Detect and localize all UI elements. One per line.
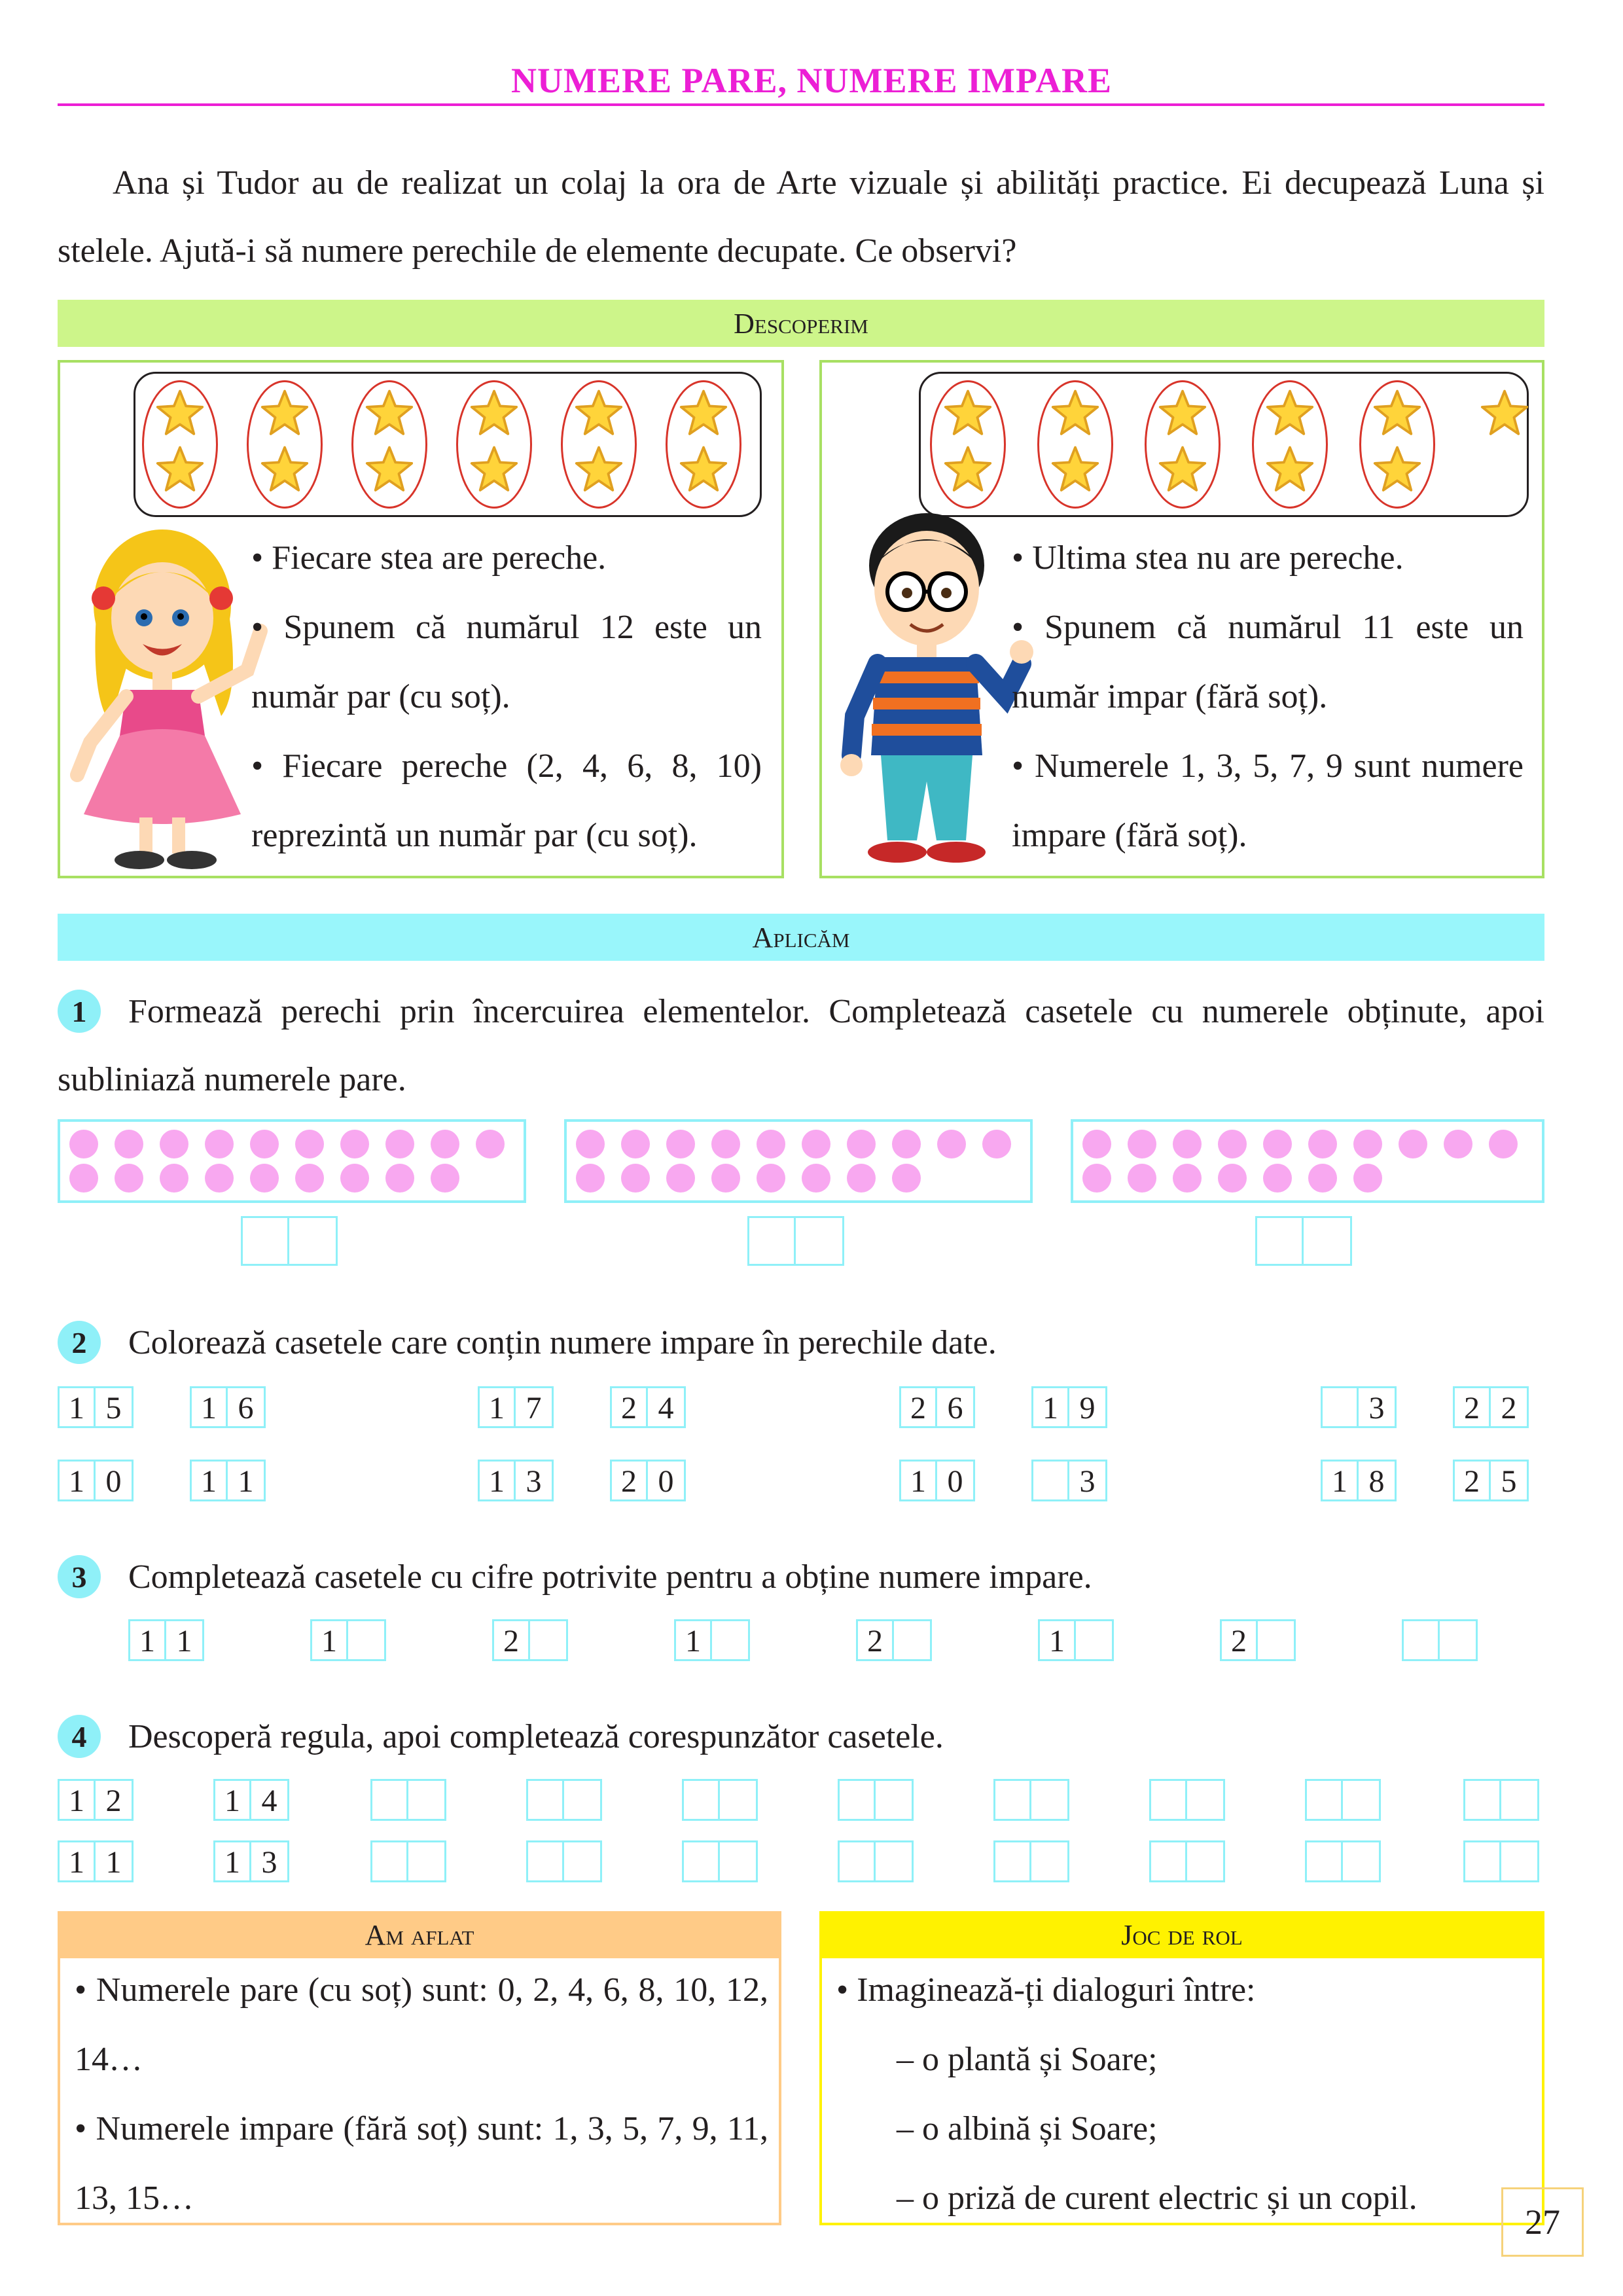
digit-cell[interactable]: 4	[251, 1779, 289, 1821]
digit-cell[interactable]	[1343, 1840, 1381, 1882]
discover-header: Descoperim	[58, 300, 1544, 347]
answer-cells-2[interactable]	[747, 1216, 844, 1266]
dot[interactable]	[431, 1164, 459, 1193]
digit-cell[interactable]	[1321, 1386, 1359, 1428]
answer-cell[interactable]	[747, 1216, 796, 1266]
discover-left-panel	[58, 360, 784, 878]
digit-cell[interactable]: 1	[478, 1460, 516, 1501]
digit-cell[interactable]: 4	[648, 1386, 686, 1428]
roleplay-line-2: – o plantă și Soare;	[897, 2041, 1158, 2078]
digit-cell[interactable]	[526, 1840, 564, 1882]
exercise-1-badge: 1	[58, 990, 101, 1033]
star-icon	[155, 444, 205, 494]
ex2-pair[interactable]	[1031, 1460, 1107, 1501]
star-icon	[943, 444, 993, 494]
star-icon	[1265, 388, 1315, 438]
digit-cell[interactable]	[1463, 1779, 1501, 1821]
ex3-pair[interactable]	[310, 1619, 386, 1661]
digit-cell[interactable]	[1149, 1840, 1187, 1882]
dot[interactable]	[666, 1164, 695, 1193]
exercise-3-badge: 3	[58, 1555, 101, 1598]
digit-cell[interactable]: 0	[937, 1460, 975, 1501]
answer-cell[interactable]	[241, 1216, 289, 1266]
digit-cell[interactable]	[1258, 1619, 1296, 1661]
star-icon	[1050, 444, 1100, 494]
digit-cell[interactable]: 2	[610, 1386, 648, 1428]
ex2-pair[interactable]	[1321, 1386, 1397, 1428]
digit-cell[interactable]	[370, 1840, 408, 1882]
answer-cell[interactable]	[289, 1216, 338, 1266]
discover-right-line-2: • Spunem că numărul 11 este un număr impar (fără soț).	[1012, 609, 1524, 715]
ex2-pair[interactable]	[478, 1386, 554, 1428]
roleplay-line-1: • Imaginează-ți dialoguri între:	[836, 1971, 1256, 2009]
digit-cell[interactable]: 1	[478, 1386, 516, 1428]
dots-box-3[interactable]	[1071, 1119, 1544, 1203]
digit-cell[interactable]	[408, 1840, 446, 1882]
dot[interactable]	[1308, 1130, 1337, 1158]
ex2-pair[interactable]	[1453, 1386, 1529, 1428]
discover-left-text	[251, 524, 762, 870]
star-icon	[1480, 388, 1529, 438]
dot[interactable]	[1082, 1164, 1111, 1193]
dot[interactable]	[295, 1130, 324, 1158]
ex2-pair[interactable]	[58, 1460, 134, 1501]
digit-cell[interactable]: 6	[937, 1386, 975, 1428]
digit-cell[interactable]: 2	[856, 1619, 894, 1661]
digit-cell[interactable]	[1031, 1779, 1069, 1821]
digit-cell[interactable]	[1187, 1840, 1225, 1882]
digit-cell[interactable]	[993, 1779, 1031, 1821]
digit-cell[interactable]: 2	[96, 1779, 134, 1821]
dot[interactable]	[385, 1130, 414, 1158]
digit-cell[interactable]	[1463, 1840, 1501, 1882]
ex4-pair[interactable]	[1463, 1779, 1539, 1821]
star-icon	[469, 388, 519, 438]
star-icon	[574, 388, 624, 438]
ex2-pair[interactable]	[1453, 1460, 1529, 1501]
dot[interactable]	[115, 1130, 143, 1158]
digit-cell[interactable]: 1	[58, 1460, 96, 1501]
digit-cell[interactable]	[408, 1779, 446, 1821]
dot[interactable]	[160, 1164, 188, 1193]
ex4-pair[interactable]	[838, 1779, 914, 1821]
digit-cell[interactable]	[1187, 1779, 1225, 1821]
ex4-pair[interactable]	[1463, 1840, 1539, 1882]
discover-left-line-2: • Spunem că numărul 12 este un număr par (cu soț).	[251, 609, 762, 715]
ex4-pair[interactable]	[682, 1779, 758, 1821]
dot[interactable]	[1263, 1164, 1292, 1193]
digit-cell[interactable]: 2	[899, 1386, 937, 1428]
star-icon	[155, 388, 205, 438]
ex2-pair[interactable]	[1031, 1386, 1107, 1428]
digit-cell[interactable]: 1	[674, 1619, 712, 1661]
discover-right-text	[1012, 524, 1524, 870]
star-icon	[679, 388, 728, 438]
ex4-pair[interactable]	[58, 1840, 134, 1882]
ex4-pair[interactable]	[213, 1779, 289, 1821]
digit-cell[interactable]: 9	[1069, 1386, 1107, 1428]
exercise-4-text: Descoperă regula, apoi completează corespunzător casetele.	[128, 1718, 944, 1755]
digit-cell[interactable]: 1	[1321, 1460, 1359, 1501]
intro-text: Ana și Tudor au de realizat un colaj la ora de Arte vizuale și abilități practice. Ei decupează Luna și stelele. Ajută-i să numere perechile de elemente decupate. Ce observi?	[58, 164, 1544, 270]
digit-cell[interactable]: 7	[516, 1386, 554, 1428]
digit-cell[interactable]: 6	[228, 1386, 266, 1428]
digit-cell[interactable]	[564, 1840, 602, 1882]
exercise-4-badge: 4	[58, 1715, 101, 1758]
digit-cell[interactable]: 3	[1359, 1386, 1397, 1428]
ex4-pair[interactable]	[993, 1840, 1069, 1882]
dot[interactable]	[982, 1130, 1011, 1158]
dot[interactable]	[802, 1164, 830, 1193]
digit-cell[interactable]: 1	[310, 1619, 348, 1661]
answer-cell[interactable]	[1255, 1216, 1304, 1266]
dot[interactable]	[892, 1164, 921, 1193]
dot[interactable]	[576, 1164, 605, 1193]
digit-cell[interactable]: 1	[228, 1460, 266, 1501]
star-icon	[469, 444, 519, 494]
digit-cell[interactable]	[370, 1779, 408, 1821]
ex4-pair[interactable]	[370, 1840, 446, 1882]
dot[interactable]	[250, 1130, 279, 1158]
digit-cell[interactable]: 2	[1453, 1386, 1491, 1428]
digit-cell[interactable]: 2	[610, 1460, 648, 1501]
digit-cell[interactable]	[1031, 1460, 1069, 1501]
dot[interactable]	[711, 1164, 740, 1193]
dot[interactable]	[802, 1130, 830, 1158]
ex4-pair[interactable]	[526, 1779, 602, 1821]
dot[interactable]	[205, 1164, 234, 1193]
digit-cell[interactable]	[1402, 1619, 1440, 1661]
digit-cell[interactable]: 5	[96, 1386, 134, 1428]
ex4-pair[interactable]	[370, 1779, 446, 1821]
dot[interactable]	[1128, 1130, 1156, 1158]
digit-cell[interactable]: 1	[128, 1619, 166, 1661]
ex3-pair[interactable]	[1402, 1619, 1478, 1661]
digit-cell[interactable]: 3	[251, 1840, 289, 1882]
digit-cell[interactable]: 2	[1491, 1386, 1529, 1428]
digit-cell[interactable]	[682, 1779, 720, 1821]
dots-box-1[interactable]	[58, 1119, 526, 1203]
digit-cell[interactable]	[876, 1840, 914, 1882]
dot[interactable]	[250, 1164, 279, 1193]
digit-cell[interactable]	[1440, 1619, 1478, 1661]
digit-cell[interactable]: 3	[516, 1460, 554, 1501]
digit-cell[interactable]	[1501, 1840, 1539, 1882]
star-icon	[1372, 388, 1422, 438]
digit-cell[interactable]	[720, 1840, 758, 1882]
digit-cell[interactable]: 1	[1038, 1619, 1076, 1661]
digit-cell[interactable]	[894, 1619, 932, 1661]
digit-cell[interactable]	[993, 1840, 1031, 1882]
star-icon	[1158, 444, 1207, 494]
digit-cell[interactable]	[564, 1779, 602, 1821]
digit-cell[interactable]: 1	[899, 1460, 937, 1501]
dot[interactable]	[1263, 1130, 1292, 1158]
dot[interactable]	[711, 1130, 740, 1158]
learned-line-1: • Numerele pare (cu soț) sunt: 0, 2, 4, 6, 8, 10, 12, 14…	[75, 1971, 768, 2078]
digit-cell[interactable]	[348, 1619, 386, 1661]
star-icon	[1158, 388, 1207, 438]
digit-cell[interactable]	[720, 1779, 758, 1821]
star-icon	[365, 388, 414, 438]
apply-header: Aplicăm	[58, 914, 1544, 961]
star-icon	[679, 444, 728, 494]
star-icon	[1050, 388, 1100, 438]
ex3-pair[interactable]	[674, 1619, 750, 1661]
digit-cell[interactable]	[838, 1840, 876, 1882]
digit-cell[interactable]: 1	[58, 1386, 96, 1428]
ex2-pair[interactable]	[610, 1386, 686, 1428]
ex3-pair[interactable]	[856, 1619, 932, 1661]
digit-cell[interactable]	[876, 1779, 914, 1821]
page-title: NUMERE PARE, NUMERE IMPARE	[511, 61, 1112, 100]
digit-cell[interactable]: 1	[96, 1840, 134, 1882]
dot[interactable]	[69, 1164, 98, 1193]
exercise-2-badge: 2	[58, 1321, 101, 1364]
digit-cell[interactable]	[712, 1619, 750, 1661]
digit-cell[interactable]	[526, 1779, 564, 1821]
digit-cell[interactable]	[530, 1619, 568, 1661]
digit-cell[interactable]: 2	[1453, 1460, 1491, 1501]
dot[interactable]	[847, 1130, 876, 1158]
dot[interactable]	[1173, 1164, 1202, 1193]
answer-cell[interactable]	[796, 1216, 844, 1266]
ex3-pair[interactable]	[1220, 1619, 1296, 1661]
answer-cell[interactable]	[1304, 1216, 1352, 1266]
dot[interactable]	[892, 1130, 921, 1158]
digit-cell[interactable]: 2	[1220, 1619, 1258, 1661]
ex2-pair[interactable]	[899, 1460, 975, 1501]
dot[interactable]	[340, 1130, 369, 1158]
dot[interactable]	[757, 1130, 785, 1158]
discover-left-line-1: • Fiecare stea are pereche.	[251, 539, 607, 577]
digit-cell[interactable]: 1	[58, 1840, 96, 1882]
ex2-pair[interactable]	[899, 1386, 975, 1428]
ex4-pair[interactable]	[1305, 1779, 1381, 1821]
exercise-2-text: Colorează casetele care conțin numere impare în perechile date.	[128, 1324, 997, 1361]
digit-cell[interactable]	[1031, 1840, 1069, 1882]
dot[interactable]	[1353, 1130, 1382, 1158]
dot[interactable]	[1444, 1130, 1472, 1158]
ex4-pair[interactable]	[838, 1840, 914, 1882]
digit-cell[interactable]: 3	[1069, 1460, 1107, 1501]
digit-cell[interactable]	[1149, 1779, 1187, 1821]
dot[interactable]	[1353, 1164, 1382, 1193]
dot[interactable]	[160, 1130, 188, 1158]
boy-illustration	[829, 500, 1038, 873]
ex4-pair[interactable]	[58, 1779, 134, 1821]
learned-line-2: • Numerele impare (fără soț) sunt: 1, 3, 5, 7, 9, 11, 13, 15…	[75, 2110, 768, 2217]
answer-cells-1[interactable]	[241, 1216, 338, 1266]
star-icon	[365, 444, 414, 494]
ex2-pair[interactable]	[190, 1460, 266, 1501]
digit-cell[interactable]: 2	[492, 1619, 530, 1661]
dot[interactable]	[476, 1130, 505, 1158]
ex3-pair[interactable]	[128, 1619, 204, 1661]
dot[interactable]	[205, 1130, 234, 1158]
ex3-pair[interactable]	[492, 1619, 568, 1661]
dot[interactable]	[1173, 1130, 1202, 1158]
digit-cell[interactable]: 5	[1491, 1460, 1529, 1501]
dots-box-2[interactable]	[564, 1119, 1033, 1203]
digit-cell[interactable]: 1	[213, 1779, 251, 1821]
dot[interactable]	[621, 1130, 650, 1158]
digit-cell[interactable]	[1501, 1779, 1539, 1821]
dot[interactable]	[69, 1130, 98, 1158]
dot[interactable]	[115, 1164, 143, 1193]
ex2-pair[interactable]	[190, 1386, 266, 1428]
digit-cell[interactable]: 1	[213, 1840, 251, 1882]
roleplay-header: Joc de rol	[819, 1911, 1544, 1958]
digit-cell[interactable]: 0	[648, 1460, 686, 1501]
digit-cell[interactable]: 1	[1031, 1386, 1069, 1428]
discover-right-panel	[819, 360, 1544, 878]
star-icon	[260, 388, 310, 438]
star-icon	[1372, 444, 1422, 494]
roleplay-line-3: – o albină și Soare;	[897, 2110, 1158, 2147]
ex4-pair[interactable]	[682, 1840, 758, 1882]
dot[interactable]	[1218, 1164, 1247, 1193]
dot[interactable]	[431, 1130, 459, 1158]
ex4-pair[interactable]	[213, 1840, 289, 1882]
ex2-pair[interactable]	[478, 1460, 554, 1501]
dot[interactable]	[621, 1164, 650, 1193]
ex2-pair[interactable]	[610, 1460, 686, 1501]
dot[interactable]	[1308, 1164, 1337, 1193]
star-icon	[943, 388, 993, 438]
dot[interactable]	[340, 1164, 369, 1193]
dot[interactable]	[576, 1130, 605, 1158]
digit-cell[interactable]	[838, 1779, 876, 1821]
dot[interactable]	[847, 1164, 876, 1193]
digit-cell[interactable]: 1	[190, 1460, 228, 1501]
digit-cell[interactable]: 1	[190, 1386, 228, 1428]
dot[interactable]	[1399, 1130, 1427, 1158]
discover-left-line-3: • Fiecare pereche (2, 4, 6, 8, 10) reprezintă un număr par (cu soț).	[251, 747, 762, 854]
digit-cell[interactable]	[1076, 1619, 1114, 1661]
learned-box	[58, 1956, 781, 2225]
dot[interactable]	[295, 1164, 324, 1193]
ex2-pair[interactable]	[1321, 1460, 1397, 1501]
dot[interactable]	[1489, 1130, 1518, 1158]
ex4-pair[interactable]	[526, 1840, 602, 1882]
stars-box-even	[134, 372, 762, 517]
stars-box-odd	[919, 372, 1529, 517]
dot[interactable]	[385, 1164, 414, 1193]
digit-cell[interactable]	[682, 1840, 720, 1882]
star-icon	[574, 444, 624, 494]
digit-cell[interactable]	[1305, 1840, 1343, 1882]
dot[interactable]	[1218, 1130, 1247, 1158]
discover-right-line-3: • Numerele 1, 3, 5, 7, 9 sunt numere impare (fără soț).	[1012, 747, 1524, 854]
ex4-pair[interactable]	[1305, 1840, 1381, 1882]
digit-cell[interactable]: 1	[58, 1779, 96, 1821]
ex3-pair[interactable]	[1038, 1619, 1114, 1661]
ex4-pair[interactable]	[1149, 1779, 1225, 1821]
star-icon	[260, 444, 310, 494]
learned-header: Am aflat	[58, 1911, 781, 1958]
roleplay-box	[819, 1956, 1544, 2225]
dot[interactable]	[757, 1164, 785, 1193]
digit-cell[interactable]	[1305, 1779, 1343, 1821]
ex4-pair[interactable]	[993, 1779, 1069, 1821]
exercise-1-text: Formează perechi prin încercuirea elementelor. Completează casetele cu numerele obținute, apoi subliniază numerele pare.	[58, 993, 1544, 1098]
digit-cell[interactable]	[1343, 1779, 1381, 1821]
dot[interactable]	[1082, 1130, 1111, 1158]
dot[interactable]	[937, 1130, 966, 1158]
title-underline	[58, 103, 1544, 106]
exercise-3-text: Completează casetele cu cifre potrivite pentru a obține numere impare.	[128, 1558, 1092, 1596]
roleplay-line-4: – o priză de curent electric și un copil.	[897, 2179, 1418, 2217]
answer-cells-3[interactable]	[1255, 1216, 1352, 1266]
digit-cell[interactable]: 8	[1359, 1460, 1397, 1501]
ex2-pair[interactable]	[58, 1386, 134, 1428]
intro-paragraph	[58, 149, 1544, 285]
digit-cell[interactable]: 0	[96, 1460, 134, 1501]
star-icon	[1265, 444, 1315, 494]
digit-cell[interactable]: 1	[166, 1619, 204, 1661]
dot[interactable]	[666, 1130, 695, 1158]
dot[interactable]	[1128, 1164, 1156, 1193]
ex4-pair[interactable]	[1149, 1840, 1225, 1882]
page-number: 27	[1501, 2187, 1584, 2257]
discover-right-line-1: • Ultima stea nu are pereche.	[1012, 539, 1404, 577]
